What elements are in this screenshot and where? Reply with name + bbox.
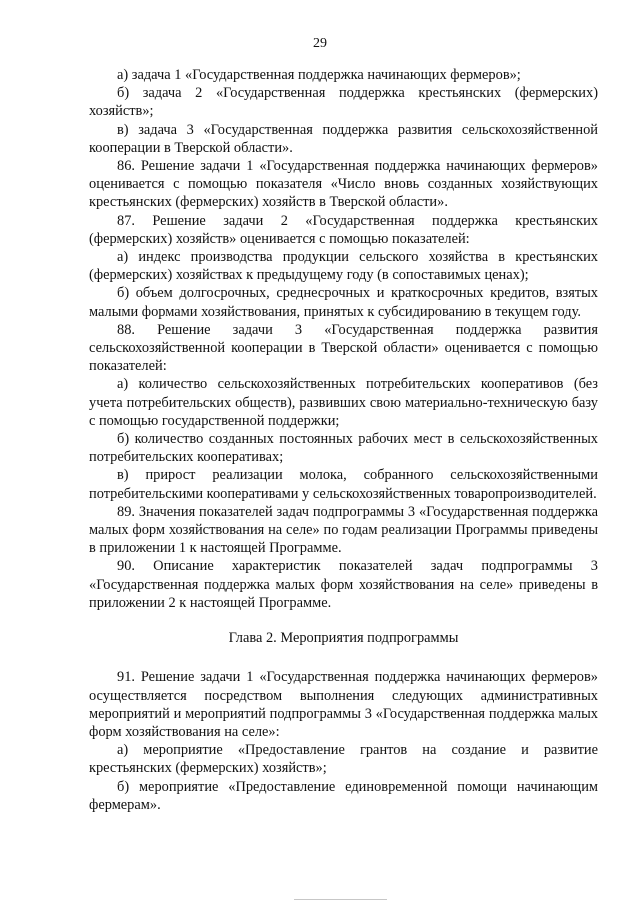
footer-scan-mark — [294, 899, 387, 900]
paragraph-87: 87. Решение задачи 2 «Государственная поддержка крестьянских (фермерских) хозяйств» оценивается с помощью показателей: — [89, 212, 598, 247]
paragraph-90: 90. Описание характеристик показателей задач подпрограммы 3 «Государственная поддержка малых форм хозяйствования на селе» приведены в приложении 2 к настоящей Программе. — [89, 558, 598, 611]
chapter-heading: Глава 2. Мероприятия подпрограммы — [228, 630, 459, 647]
paragraph-91-b: б) мероприятие «Предоставление единовременной помощи начинающим фермерам». — [89, 778, 598, 813]
paragraph-88-a: а) количество сельскохозяйственных потребительских кооперативов (без учета потребительских обществ), развивших свою материально-техническую базу с помощью государственной поддержки; — [89, 376, 598, 429]
page-number: 29 — [313, 36, 327, 51]
paragraph-91: 91. Решение задачи 1 «Государственная поддержка начинающих фермеров» осуществляется посредством выполнения следующих административных мероприятий и мероприятий подпрограммы 3 «Государственная поддержка малых форм хозяйствования на селе»: — [89, 669, 598, 740]
paragraph-87-b: б) объем долгосрочных, среднесрочных и краткосрочных кредитов, взятых малыми формами хозяйствования, принятых к субсидированию в текущем году. — [89, 285, 598, 320]
paragraph-88: 88. Решение задачи 3 «Государственная поддержка развития сельскохозяйственной кооперации в Тверской области» оценивается с помощью показателей: — [89, 321, 598, 375]
paragraph-task-3: в) задача 3 «Государственная поддержка развития сельскохозяйственной кооперации в Тверской области». — [89, 121, 598, 156]
paragraph-88-b: б) количество созданных постоянных рабочих мест в сельскохозяйственных потребительских кооперативах; — [89, 431, 598, 466]
paragraph-88-c: в) прирост реализации молока, собранного сельскохозяйственными потребительскими кооперативами у сельскохозяйственных товаропроизводителей. — [89, 467, 598, 502]
paragraph-89: 89. Значения показателей задач подпрограммы 3 «Государственная поддержка малых форм хозяйствования на селе» по годам реализации Программы приведены в приложении 1 к настоящей Программе. — [89, 503, 598, 557]
paragraph-91-a: а) мероприятие «Предоставление грантов на создание и развитие крестьянских (фермерских) хозяйств»; — [89, 742, 598, 777]
paragraph-86: 86. Решение задачи 1 «Государственная поддержка начинающих фермеров» оценивается с помощью показателя «Число вновь созданных хозяйствующих крестьянских (фермерских) хозяйств в Тверской области». — [89, 158, 598, 211]
paragraph-87-a: а) индекс производства продукции сельского хозяйства в крестьянских (фермерских) хозяйствах к предыдущему году (в сопоставимых ценах); — [89, 249, 598, 284]
document-body — [89, 66, 598, 814]
paragraph-task-1: а) задача 1 «Государственная поддержка начинающих фермеров»; — [117, 67, 521, 83]
paragraph-task-2: б) задача 2 «Государственная поддержка крестьянских (фермерских) хозяйств»; — [89, 85, 598, 120]
